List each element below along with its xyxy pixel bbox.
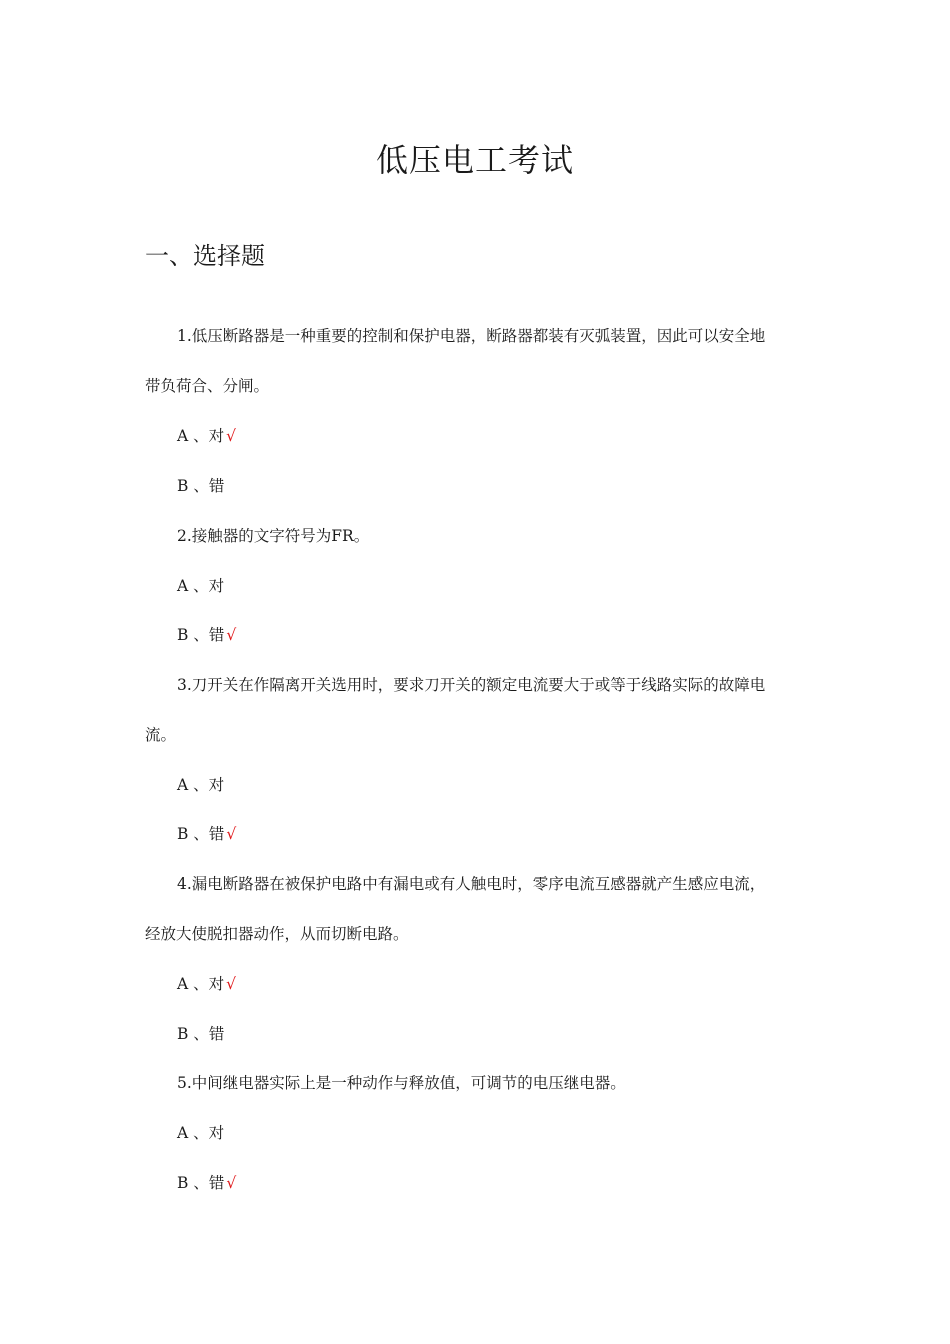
option-label: B 、错 (177, 477, 225, 495)
question-1-option-b (177, 474, 224, 498)
option-label: B 、错 (177, 1025, 225, 1043)
question-5-text-line-1: 5.中间继电器实际上是一种动作与释放值，可调节的电压继电器。 (177, 1074, 626, 1092)
question-1-option-a (177, 424, 236, 448)
option-label: A 、对 (177, 975, 225, 993)
question-4-text-line-2: 经放大使脱扣器动作，从而切断电路。 (145, 925, 409, 943)
option-label: A 、对 (177, 427, 225, 445)
option-label: A 、对 (177, 577, 225, 595)
question-5-option-a (177, 1121, 224, 1145)
section-heading: 一、选择题 (145, 242, 265, 270)
option-label: A 、对 (177, 1124, 225, 1142)
option-label: B 、错 (177, 825, 225, 843)
question-4-option-a (177, 972, 236, 996)
question-4-option-b (177, 1022, 224, 1046)
document-title: 低压电工考试 (375, 141, 574, 179)
option-label: A 、对 (177, 776, 225, 794)
question-2-text-line-1: 2.接触器的文字符号为FR。 (177, 527, 370, 545)
check-mark-icon: √ (226, 427, 237, 445)
question-3-option-a (177, 773, 224, 797)
check-mark-icon: √ (226, 1174, 237, 1192)
question-2-option-a (177, 574, 224, 598)
check-mark-icon: √ (226, 825, 237, 843)
question-2-option-b (177, 623, 236, 647)
question-3-text-line-2: 流。 (145, 726, 177, 744)
option-label: B 、错 (177, 626, 225, 644)
question-3-text-line-1: 3.刀开关在作隔离开关选用时，要求刀开关的额定电流要大于或等于线路实际的故障电 (177, 676, 766, 694)
question-1-text-line-1: 1.低压断路器是一种重要的控制和保护电器，断路器都装有灭弧装置，因此可以安全地 (177, 327, 766, 345)
check-mark-icon: √ (226, 975, 237, 993)
question-5-option-b (177, 1171, 236, 1195)
option-label: B 、错 (177, 1174, 225, 1192)
question-4-text-line-1: 4.漏电断路器在被保护电路中有漏电或有人触电时，零序电流互感器就产生感应电流， (177, 875, 766, 893)
question-3-option-b (177, 822, 236, 846)
question-1-text-line-2: 带负荷合、分闸。 (145, 377, 270, 395)
check-mark-icon: √ (226, 626, 237, 644)
